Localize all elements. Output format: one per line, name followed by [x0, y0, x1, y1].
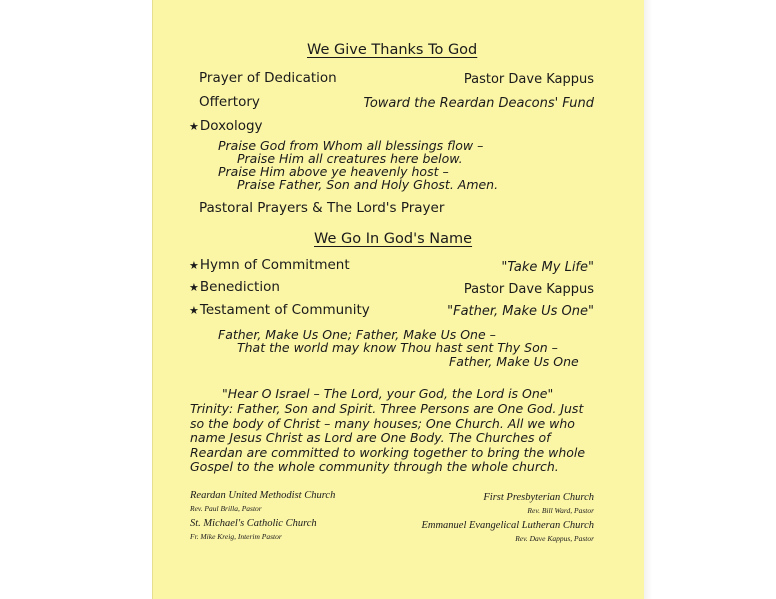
item-benediction-label: Benediction: [199, 279, 280, 295]
item-testament-label: Testament of Community: [199, 302, 370, 318]
quote-body: Trinity: Father, Son and Spirit. Three Persons are One God. Just so the body of Christ – many houses; One Church. All we who name Jesus Christ as Lord are One Body. The Churches of Reardan are committed to working together to bring the whole Gospel to the whole community through the whole church.: [190, 401, 586, 474]
page-edge-shadow: [644, 0, 652, 599]
star-icon: ★: [189, 120, 199, 133]
church-catholic-pastor: Fr. Mike Kreig, Interim Pastor: [190, 532, 282, 541]
verse-line-2: That the world may know Thou hast sent Thy Son –: [237, 340, 558, 355]
church-methodist-pastor: Rev. Paul Brilla, Pastor: [190, 504, 262, 513]
item-doxology: [189, 118, 263, 134]
doxology-line-3: Praise Him above ye heavenly host –: [218, 164, 449, 179]
church-presbyterian-pastor: Rev. Bill Ward, Pastor: [527, 506, 594, 515]
doxology-line-2: Praise Him all creatures here below.: [237, 151, 463, 166]
item-prayer-of-dedication-leader: Pastor Dave Kappus: [463, 72, 594, 87]
item-prayer-of-dedication: Prayer of Dedication: [199, 70, 337, 86]
item-offertory: Offertory: [199, 94, 260, 110]
item-testament-title: "Father, Make Us One": [447, 304, 594, 319]
star-icon: ★: [189, 281, 199, 294]
item-pastoral-prayers: Pastoral Prayers & The Lord's Prayer: [199, 200, 445, 216]
section-title-go-in-gods-name: We Go In God's Name: [314, 231, 473, 247]
item-doxology-label: Doxology: [199, 118, 263, 134]
star-icon: ★: [189, 259, 199, 272]
verse-line-1: Father, Make Us One; Father, Make Us One –: [218, 327, 496, 342]
church-lutheran-name: Emmanuel Evangelical Lutheran Church: [421, 520, 594, 531]
item-offertory-note: Toward the Reardan Deacons' Fund: [363, 96, 594, 111]
star-icon: ★: [189, 304, 199, 317]
church-catholic-name: St. Michael's Catholic Church: [190, 518, 317, 529]
church-methodist-name: Reardan United Methodist Church: [190, 490, 336, 501]
doxology-line-1: Praise God from Whom all blessings flow –: [218, 138, 484, 153]
item-hymn-title: "Take My Life": [501, 260, 594, 275]
item-benediction-leader: Pastor Dave Kappus: [463, 282, 594, 297]
item-hymn-label: Hymn of Commitment: [199, 257, 350, 273]
verse-line-3: Father, Make Us One: [449, 354, 579, 369]
quote-heading: "Hear O Israel – The Lord, your God, the Lord is One": [222, 386, 554, 401]
doxology-line-4: Praise Father, Son and Holy Ghost. Amen.: [237, 177, 499, 192]
item-benediction: [189, 279, 280, 295]
item-testament-of-community: [189, 302, 370, 318]
church-presbyterian-name: First Presbyterian Church: [483, 492, 594, 503]
item-hymn-of-commitment: [189, 257, 350, 273]
church-lutheran-pastor: Rev. Dave Kappus, Pastor: [515, 534, 594, 543]
section-title-give-thanks: We Give Thanks To God: [307, 42, 478, 58]
